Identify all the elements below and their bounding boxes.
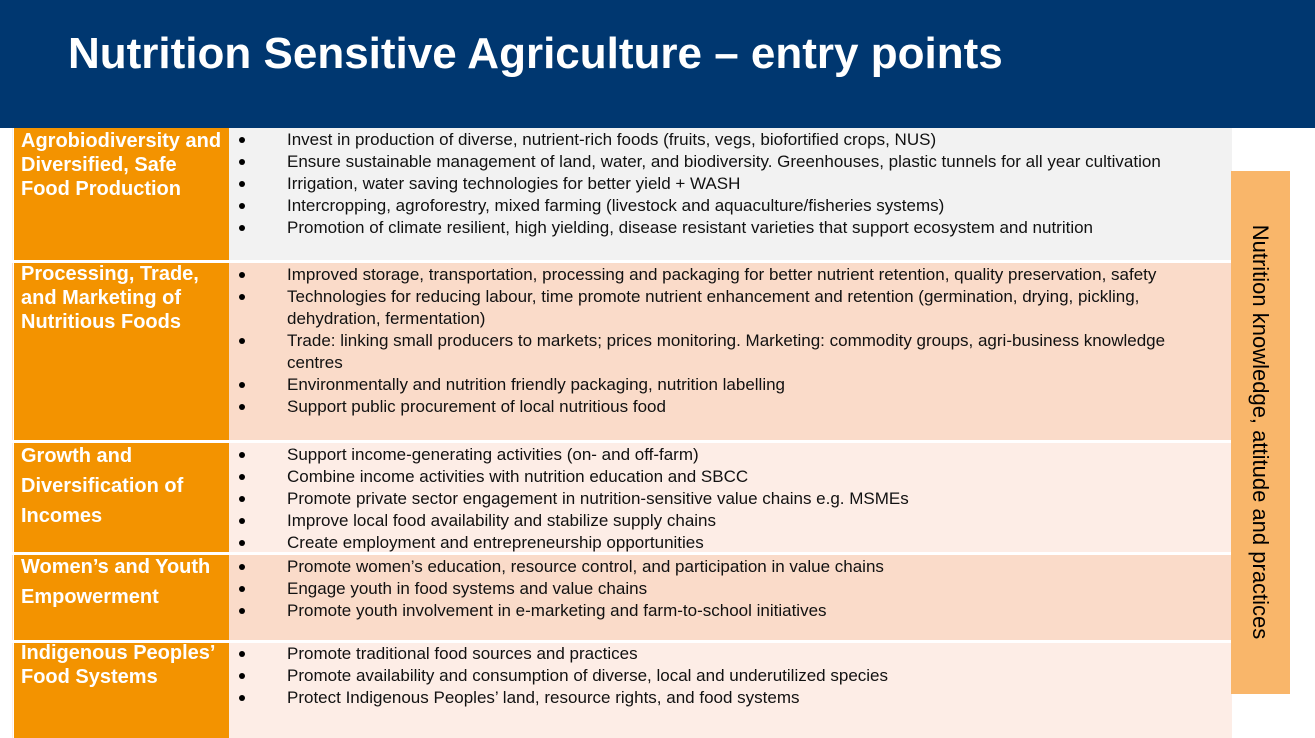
bullet-icon xyxy=(239,695,245,701)
side-label: Nutrition knowledge, attitude and practices xyxy=(1248,224,1273,640)
list-item: Protect Indigenous Peoples’ land, resource rights, and food systems xyxy=(230,687,1220,709)
bullet-icon xyxy=(239,651,245,657)
bullet-list xyxy=(230,264,1220,418)
list-item: Promote women’s education, resource control, and participation in value chains xyxy=(230,556,1220,578)
category-cell xyxy=(13,643,229,738)
bullet-icon xyxy=(239,159,245,165)
bullet-icon xyxy=(239,540,245,546)
category-cell xyxy=(13,443,229,552)
bullet-icon xyxy=(239,404,245,410)
title-banner xyxy=(0,0,1315,128)
bullet-list xyxy=(230,643,1220,709)
entry-points-table xyxy=(12,128,1232,738)
list-item: Promotion of climate resilient, high yielding, disease resistant varieties that support ecosystem and nutrition xyxy=(230,217,1220,239)
table-row-processing xyxy=(12,263,1232,440)
bullet-icon xyxy=(239,338,245,344)
bullet-icon xyxy=(239,272,245,278)
category-cell xyxy=(13,555,229,640)
list-item: Combine income activities with nutrition education and SBCC xyxy=(230,466,1220,488)
list-item: Irrigation, water saving technologies for better yield + WASH xyxy=(230,173,1220,195)
bullet-icon xyxy=(239,586,245,592)
list-item: Trade: linking small producers to markets; prices monitoring. Marketing: commodity groups, agri-business knowledge centres xyxy=(230,330,1220,374)
category-cell xyxy=(13,128,229,260)
bullet-icon xyxy=(239,225,245,231)
list-item: Engage youth in food systems and value chains xyxy=(230,578,1220,600)
category-label: Processing, Trade, and Marketing of Nutritious Foods xyxy=(21,263,199,333)
category-label: Growth and Diversification of Incomes xyxy=(21,445,184,527)
bullet-list xyxy=(230,129,1220,239)
category-label: Women’s and Youth Empowerment xyxy=(21,556,211,608)
table-row-incomes xyxy=(12,443,1232,552)
category-cell xyxy=(13,263,229,440)
bullet-icon xyxy=(239,382,245,388)
bullet-list xyxy=(230,444,1220,554)
list-item: Support income-generating activities (on- and off-farm) xyxy=(230,444,1220,466)
table-row-women-youth xyxy=(12,555,1232,640)
bullet-icon xyxy=(239,474,245,480)
list-item: Promote availability and consumption of diverse, local and underutilized species xyxy=(230,665,1220,687)
list-item: Environmentally and nutrition friendly packaging, nutrition labelling xyxy=(230,374,1220,396)
list-item: Intercropping, agroforestry, mixed farming (livestock and aquaculture/fisheries systems) xyxy=(230,195,1220,217)
list-item: Improved storage, transportation, processing and packaging for better nutrient retention, quality preservation, safety xyxy=(230,264,1220,286)
side-label-box xyxy=(1231,171,1290,694)
category-label: Agrobiodiversity and Diversified, Safe Food Production xyxy=(21,130,222,200)
items-cell xyxy=(230,555,1232,640)
list-item: Create employment and entrepreneurship opportunities xyxy=(230,532,1220,554)
bullet-icon xyxy=(239,452,245,458)
bullet-icon xyxy=(239,518,245,524)
page-title: Nutrition Sensitive Agriculture – entry points xyxy=(68,29,1003,78)
bullet-icon xyxy=(239,496,245,502)
bullet-icon xyxy=(239,673,245,679)
bullet-list xyxy=(230,556,1220,622)
list-item: Support public procurement of local nutritious food xyxy=(230,396,1220,418)
list-item: Technologies for reducing labour, time promote nutrient enhancement and retention (germination, drying, pickling, dehydration, fermentation) xyxy=(230,286,1220,330)
bullet-icon xyxy=(239,608,245,614)
items-cell xyxy=(230,643,1232,738)
bullet-icon xyxy=(239,137,245,143)
list-item: Promote private sector engagement in nutrition-sensitive value chains e.g. MSMEs xyxy=(230,488,1220,510)
items-cell xyxy=(230,128,1232,260)
bullet-icon xyxy=(239,203,245,209)
items-cell xyxy=(230,263,1232,440)
category-label: Indigenous Peoples’ Food Systems xyxy=(21,642,215,688)
list-item: Promote traditional food sources and practices xyxy=(230,643,1220,665)
list-item: Improve local food availability and stabilize supply chains xyxy=(230,510,1220,532)
bullet-icon xyxy=(239,181,245,187)
bullet-icon xyxy=(239,294,245,300)
table-row-indigenous xyxy=(12,643,1232,738)
bullet-icon xyxy=(239,564,245,570)
table-row-agrobiodiversity xyxy=(12,128,1232,260)
list-item: Invest in production of diverse, nutrient-rich foods (fruits, vegs, biofortified crops, NUS) xyxy=(230,129,1220,151)
list-item: Ensure sustainable management of land, water, and biodiversity. Greenhouses, plastic tunnels for all year cultivation xyxy=(230,151,1220,173)
list-item: Promote youth involvement in e-marketing and farm-to-school initiatives xyxy=(230,600,1220,622)
items-cell xyxy=(230,443,1232,552)
